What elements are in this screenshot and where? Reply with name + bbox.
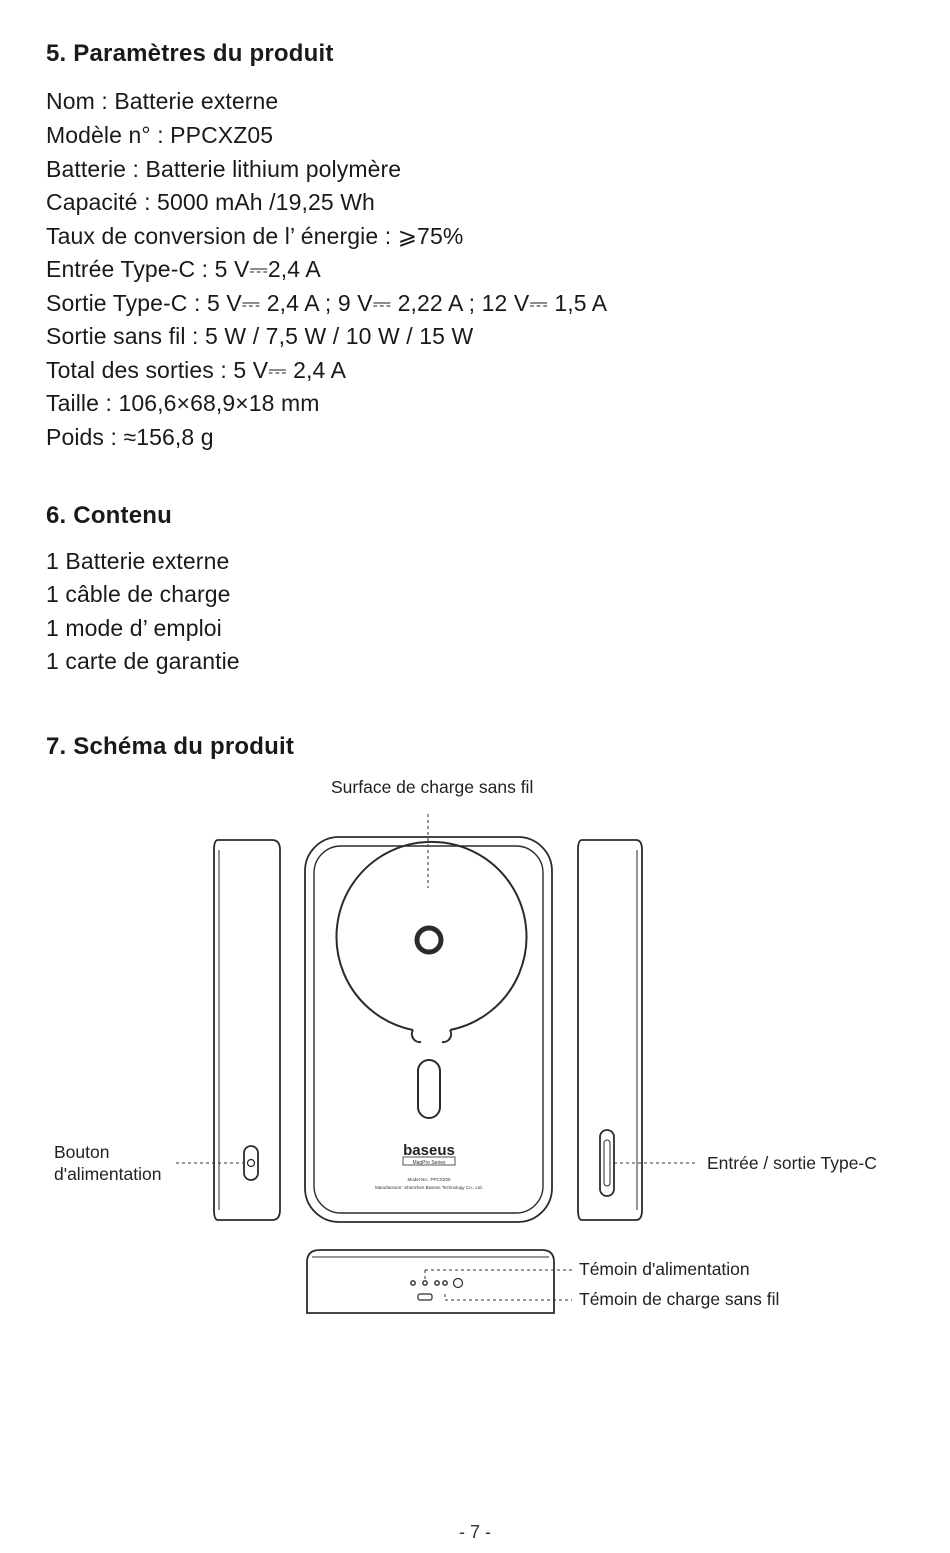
spec-input: Entrée Type-C : 5 V⎓2,4 A (46, 256, 321, 282)
spec-model: Modèle n° : PPCXZ05 (46, 122, 274, 148)
led-power-icon (454, 1279, 463, 1288)
spec-weight: Poids : ≈156,8 g (46, 424, 214, 450)
content-item: 1 Batterie externe (46, 548, 230, 574)
left-side-view (214, 840, 280, 1220)
oval-slot (418, 1060, 440, 1118)
center-ring-icon (417, 928, 441, 952)
label-typec: Entrée / sortie Type-C (707, 1153, 877, 1173)
label-wireless-indicator: Témoin de charge sans fil (579, 1289, 780, 1309)
spec-output: Sortie Type-C : 5 V⎓ 2,4 A ; 9 V⎓ 2,22 A ; 12 V⎓ 1,5 A (46, 290, 608, 316)
bottom-view (307, 1250, 554, 1313)
content-item: 1 câble de charge (46, 581, 231, 607)
content-item: 1 carte de garantie (46, 648, 240, 674)
label-power-button-line2: d'alimentation (54, 1164, 162, 1184)
spec-conversion: Taux de conversion de l’ énergie : ⩾75% (46, 223, 464, 249)
spec-battery: Batterie : Batterie lithium polymère (46, 156, 402, 182)
section-7-heading: 7. Schéma du produit (46, 733, 295, 760)
page-number: - 7 - (458, 1522, 491, 1542)
brand-logo: baseus (403, 1142, 455, 1159)
power-icon (248, 1160, 255, 1167)
led-dot (411, 1281, 415, 1285)
power-button-shape (244, 1146, 258, 1180)
label-power-indicator: Témoin d'alimentation (579, 1259, 750, 1279)
spec-total: Total des sorties : 5 V⎓ 2,4 A (46, 357, 347, 383)
label-wireless-surface: Surface de charge sans fil (331, 777, 534, 797)
spec-capacity: Capacité : 5000 mAh /19,25 Wh (46, 189, 375, 215)
spec-name: Nom : Batterie externe (46, 88, 279, 114)
section-6-heading: 6. Contenu (46, 502, 172, 529)
series-text: MagPro Series (412, 1160, 446, 1166)
wireless-led-icon (418, 1294, 432, 1300)
led-dot (443, 1281, 447, 1285)
led-dot (435, 1281, 439, 1285)
content-item: 1 mode d’ emploi (46, 615, 222, 641)
led-dot (423, 1281, 427, 1285)
model-text: Model No.: PPCXZ05 (407, 1177, 451, 1182)
section-5-heading: 5. Paramètres du produit (46, 40, 334, 67)
spec-size: Taille : 106,6×68,9×18 mm (46, 390, 320, 416)
manufacturer-text: Manufacturer: Shenzhen Baseus Technology Co., Ltd. (375, 1185, 483, 1190)
spec-wireless: Sortie sans fil : 5 W / 7,5 W / 10 W / 15 W (46, 323, 474, 349)
label-power-button-line1: Bouton (54, 1142, 110, 1162)
